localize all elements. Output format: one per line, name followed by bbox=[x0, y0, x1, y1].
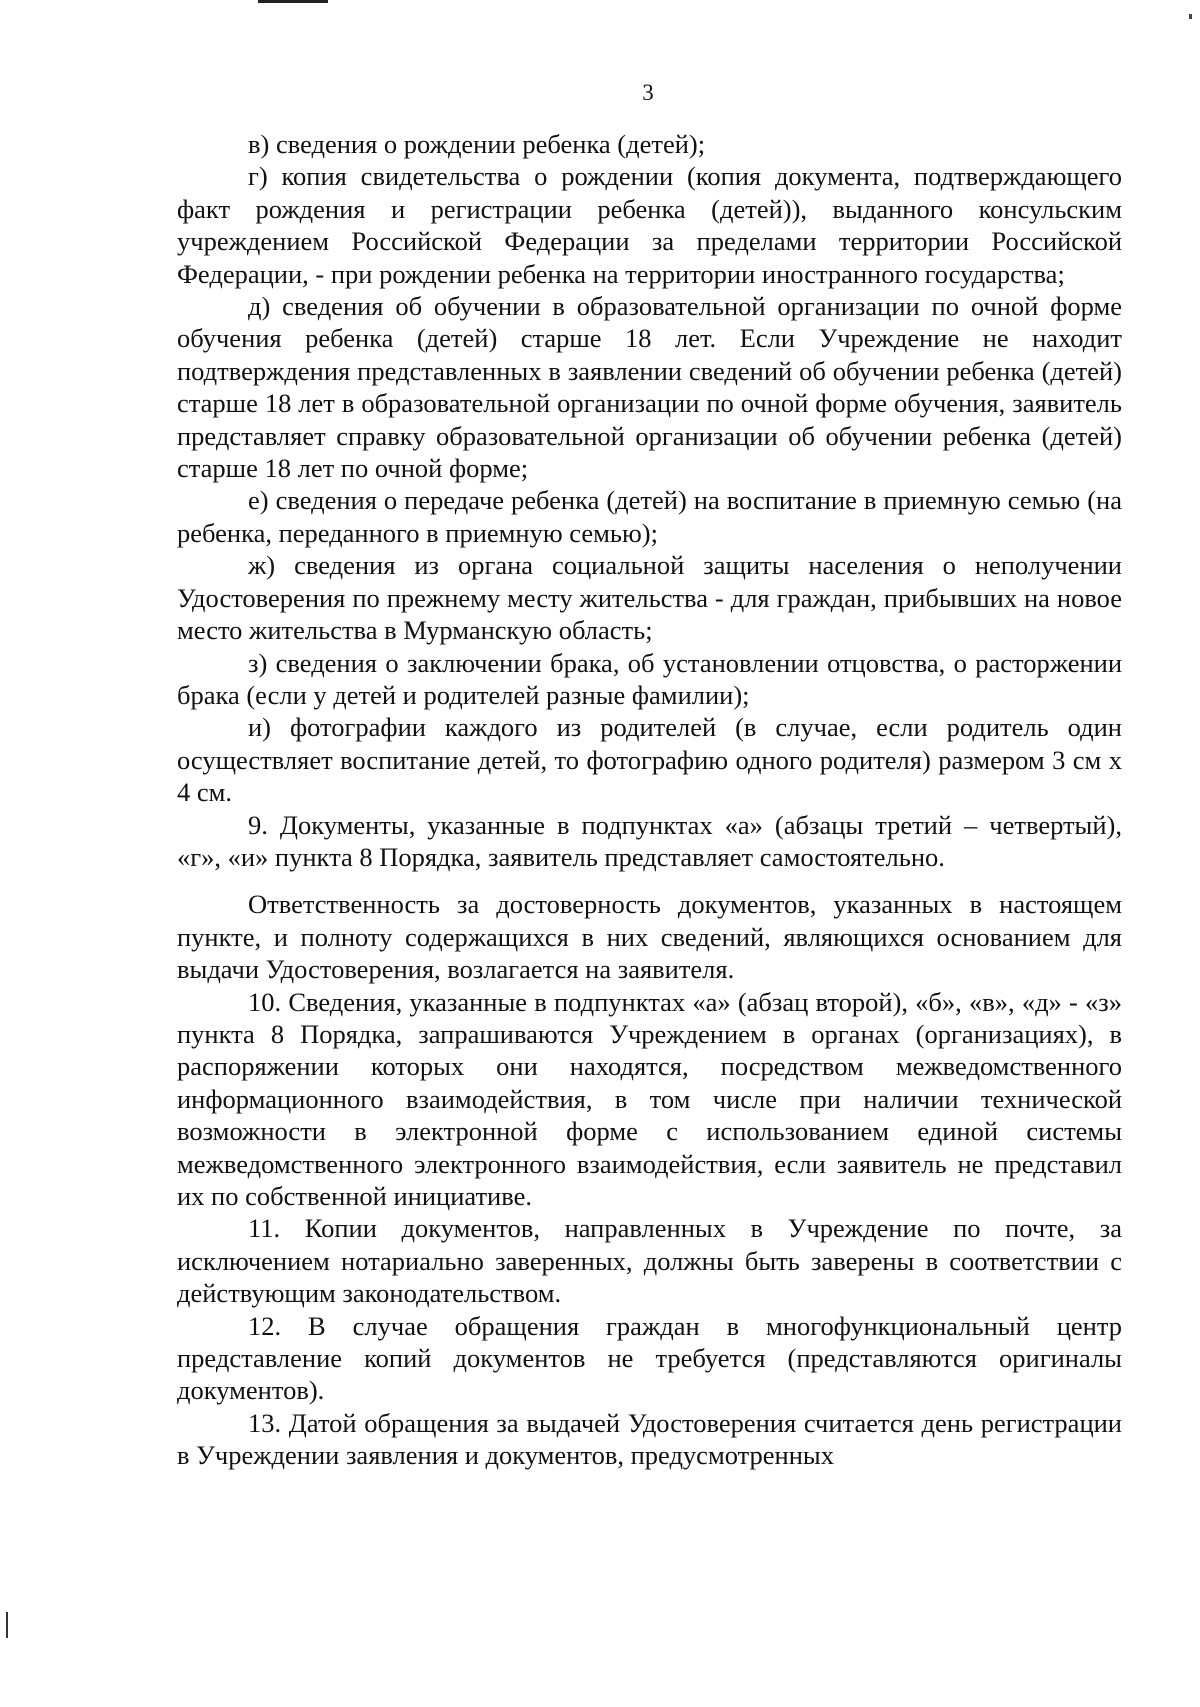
clause-13: 13. Датой обращения за выдачей Удостоверения считается день регистрации в Учреждении заявления и документов, предусмотренных bbox=[177, 1407, 1122, 1471]
subitem-i: и) фотографии каждого из родителей (в случае, если родитель один осуществляет воспитание детей, то фотографию одного родителя) размером 3 см х 4 см. bbox=[177, 712, 1122, 808]
subitem-z: з) сведения о заключении брака, об установлении отцовства, о расторжении брака (если у детей и родителей разные фамилии); bbox=[177, 647, 1122, 710]
subitem-d: д) сведения об обучении в образовательной организации по очной форме обучения ребенка (детей) старше 18 лет. Если Учреждение не находит подтверждения представленных в заявлении сведений об обучении ребенка (детей) старше 18 лет в образовательной организации по очной форме обучения, заявитель представляет справку образовательной организации об обучении ребенка (детей) старше 18 лет по очной форме; bbox=[177, 291, 1122, 484]
subitem-g: г) копия свидетельства о рождении (копия документа, подтверждающего факт рождения и регистрации ребенка (детей)), выданного консульским учреждением Российской Федерации за пределами территории Российской Федерации, - при рождении ребенка на территории иностранного государства; bbox=[177, 161, 1122, 289]
document-body bbox=[177, 128, 1122, 1472]
subitem-zh: ж) сведения из органа социальной защиты населения о неполучении Удостоверения по прежнему месту жительства - для граждан, прибывших на новое место жительства в Мурманскую область; bbox=[177, 550, 1122, 646]
clause-9-responsibility: Ответственность за достоверность документов, указанных в настоящем пункте, и полноту содержащихся в них сведений, являющихся основанием для выдачи Удостоверения, возлагается на заявителя. bbox=[177, 889, 1122, 985]
scan-artifact-right bbox=[1189, 14, 1192, 19]
scan-artifact-top bbox=[258, 0, 328, 3]
clause-12: 12. В случае обращения граждан в многофункциональный центр представление копий документов не требуется (представляются оригиналы документов). bbox=[177, 1310, 1122, 1406]
clause-11: 11. Копии документов, направленных в Учреждение по почте, за исключением нотариально заверенных, должны быть заверены в соответствии с действующим законодательством. bbox=[177, 1213, 1122, 1309]
scan-artifact-left bbox=[6, 1612, 8, 1638]
page-number: 3 bbox=[642, 80, 654, 105]
clause-9: 9. Документы, указанные в подпунктах «а» (абзацы третий – четвертый), «г», «и» пункта 8 Порядка, заявитель представляет самостоятельно. bbox=[177, 809, 1122, 872]
clause-10: 10. Сведения, указанные в подпунктах «а» (абзац второй), «б», «в», «д» - «з» пункта 8 Порядка, запрашиваются Учреждением в органах (организациях), в распоряжении которых они находятся, посредством межведомственного информационного взаимодействия, в том числе при наличии технической возможности в электронной форме с использованием единой системы межведомственного электронного взаимодействия, если заявитель не представил их по собственной инициативе. bbox=[177, 986, 1122, 1211]
subitem-v: в) сведения о рождении ребенка (детей); bbox=[248, 129, 706, 159]
subitem-e: е) сведения о передаче ребенка (детей) на воспитание в приемную семью (на ребенка, переданного в приемную семью); bbox=[177, 485, 1122, 548]
